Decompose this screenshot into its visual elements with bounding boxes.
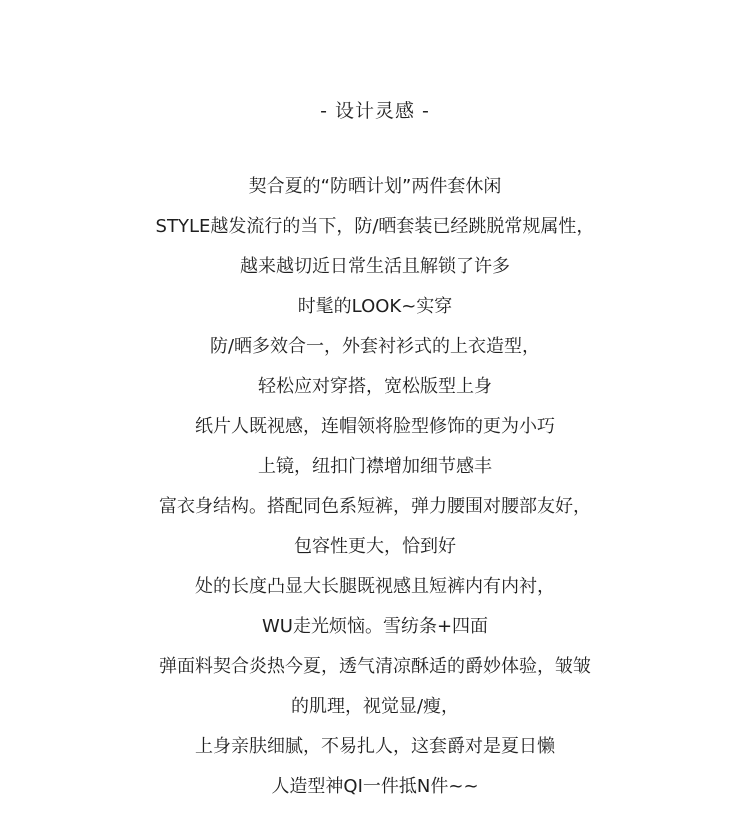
text-line: 契合夏的“防晒计划”两件套休闲 — [248, 176, 502, 197]
text-line: 富衣身结构。搭配同色系短裤，弹力腰围对腰部友好， — [159, 496, 591, 517]
text-line: 人造型神QI一件抵N件~~ — [271, 776, 479, 797]
section-heading: - 设计灵感 - — [320, 100, 430, 122]
text-line: 包容性更大，恰到好 — [294, 536, 456, 557]
text-line: WU走光烦恼。雪纺条+四面 — [261, 616, 489, 637]
text-line: 上镜，纽扣门襟增加细节感丰 — [258, 456, 492, 477]
text-line: 弹面料契合炎热今夏，透气清凉酥适的爵妙体验，皱皱 — [159, 656, 591, 677]
text-line: 轻松应对穿搭，宽松版型上身 — [258, 376, 492, 397]
text-line: STYLE越发流行的当下，防/晒套装已经跳脱常规属性， — [155, 216, 595, 237]
text-line: 的肌理，视觉显/瘦， — [290, 696, 460, 717]
text-line: 防/晒多效合一，外套衬衫式的上衣造型， — [209, 336, 541, 357]
text-line: 时髦的LOOK~实穿 — [297, 296, 453, 317]
text-line: 处的长度凸显大长腿既视感且短裤内有内衬， — [195, 576, 555, 597]
text-line: 越来越切近日常生活且解锁了许多 — [240, 256, 510, 277]
text-line: 上身亲肤细腻，不易扎人，这套爵对是夏日懒 — [195, 736, 555, 757]
description-text — [0, 172, 750, 812]
text-line: 纸片人既视感，连帽领将脸型修饰的更为小巧 — [195, 416, 555, 437]
